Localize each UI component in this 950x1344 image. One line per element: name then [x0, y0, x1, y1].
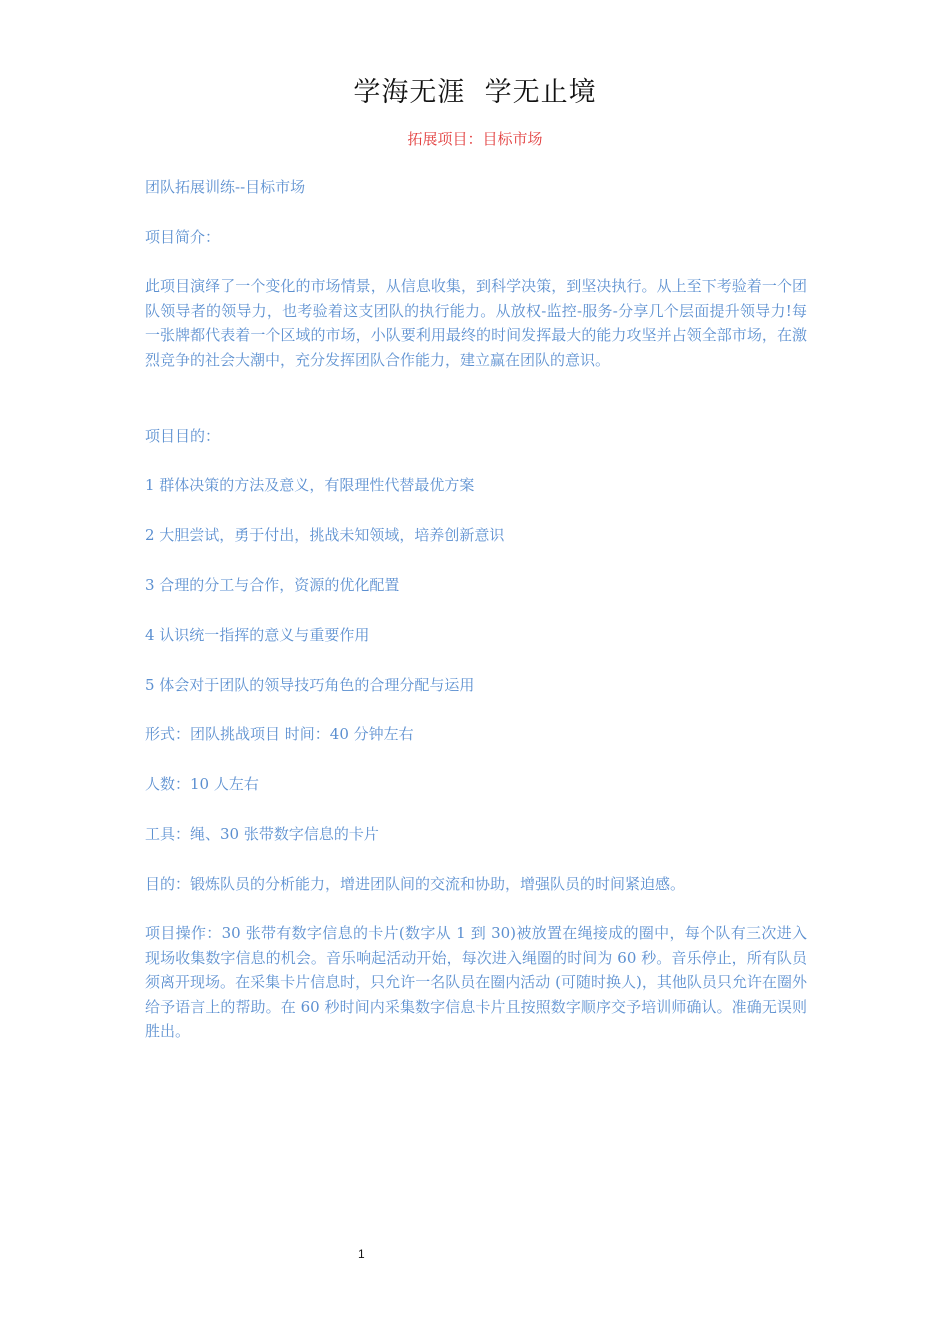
intro-paragraph: 此项目演绎了一个变化的市场情景，从信息收集，到科学决策，到坚决执行。从上至下考验着一个团队领导者的领导力，也考验着这支团队的执行能力。从放权-监控-服务-分享几个层面提升领导力!每一张牌都代表着一个区域的市场，小队要利用最终的时间发挥最大的能力攻坚并占领全部市场，在激烈竞争的社会大潮中，充分发挥团队合作能力，建立赢在团队的意识。 [145, 277, 807, 369]
purpose-item-3: 3 合理的分工与合作，资源的优化配置 [145, 576, 400, 594]
page-title: 学海无涯 学无止境 [353, 77, 597, 108]
page-number: 1 [358, 1247, 365, 1261]
project-subtitle: 拓展项目：目标市场 [407, 130, 543, 148]
goal-line: 目的：锻炼队员的分析能力，增进团队间的交流和协助，增强队员的时间紧迫感。 [145, 875, 686, 893]
people-count-line: 人数：10 人左右 [145, 775, 259, 793]
purpose-item-4: 4 认识统一指挥的意义与重要作用 [145, 626, 370, 644]
purpose-item-5: 5 体会对于团队的领导技巧角色的合理分配与运用 [145, 676, 475, 694]
purpose-item-1: 1 群体决策的方法及意义，有限理性代替最优方案 [145, 476, 475, 494]
purpose-heading: 项目目的： [145, 427, 221, 445]
purpose-item-2: 2 大胆尝试，勇于付出，挑战未知领域，培养创新意识 [145, 526, 505, 544]
tools-line: 工具：绳、30 张带数字信息的卡片 [145, 825, 379, 843]
form-time-line: 形式：团队挑战项目 时间：40 分钟左右 [145, 725, 414, 743]
training-title-line: 团队拓展训练--目标市场 [145, 178, 306, 196]
operation-paragraph: 项目操作：30 张带有数字信息的卡片(数字从 1 到 30)被放置在绳接成的圈中，每个队有三次进入现场收集数字信息的机会。音乐响起活动开始，每次进入绳圈的时间为 60 秒。音乐停止，所有队员须离开现场。在采集卡片信息时，只允许一名队员在圈内活动 (可随时换人)，其他队员只允许在圈外给予语言上的帮助。在 60 秒时间内采集数字信息卡片且按照数字顺序交予培训师确认。准确无误则胜出。 [145, 924, 807, 1040]
intro-heading: 项目简介： [145, 228, 221, 246]
